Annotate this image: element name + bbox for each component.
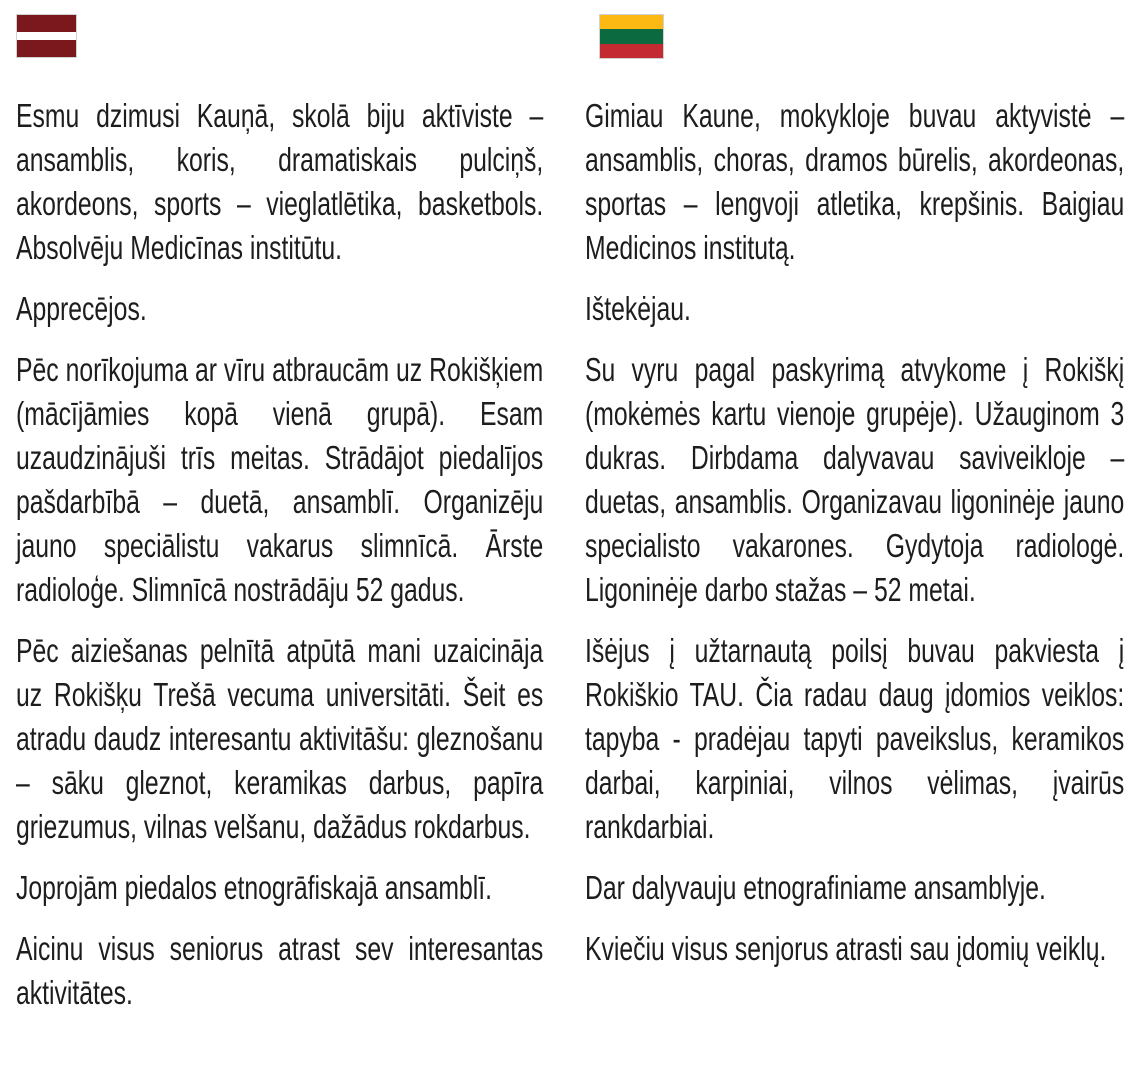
column-lithuanian: [585, 14, 1124, 988]
flag-stripe: [17, 32, 76, 40]
paragraph: Išėjus į užtarnautą poilsį buvau pakviesta į Rokiškio TAU. Čia radau daug įdomios veiklos: tapyba - pradėjau tapyti paveikslus, keramikos darbai, karpiniai, vilnos vėlimas, įvairūs rankdarbiai.: [585, 632, 1125, 845]
flag-stripe: [17, 15, 76, 32]
latvian-text: [16, 94, 543, 1015]
paragraph: Pēc aiziešanas pelnītā atpūtā mani uzaicināja uz Rokišķu Trešā vecuma universitāti. Šeit es atradu daudz interesantu aktivitāšu: gleznošanu – sāku gleznot, keramikas darbus, papīra griezumus, vilnas velšanu, dažādus rokdarbus.: [16, 632, 544, 845]
flag-stripe: [17, 40, 76, 57]
latvia-flag-icon: [16, 14, 77, 58]
paragraph: Esmu dzimusi Kauņā, skolā biju aktīviste – ansamblis, koris, dramatiskais pulciņš, akordeons, sports – vieglatlētika, basketbols. Absolvēju Medicīnas institūtu.: [16, 97, 544, 266]
paragraph: Joprojām piedalos etnogrāfiskajā ansamblī.: [16, 869, 493, 906]
flag-stripe: [600, 29, 663, 43]
paragraph: Ištekėjau.: [585, 290, 691, 327]
paragraph: Aicinu visus seniorus atrast sev interesantas aktivitātes.: [16, 930, 544, 1011]
lithuania-flag-icon: [599, 14, 664, 59]
flag-stripe: [600, 15, 663, 29]
paragraph: Kviečiu visus senjorus atrasti sau įdomių veiklų.: [585, 930, 1107, 967]
column-latvian: [16, 14, 543, 1032]
paragraph: Apprecējos.: [16, 290, 147, 327]
lithuanian-text: [585, 94, 1124, 971]
paragraph: Pēc norīkojuma ar vīru atbraucām uz Rokišķiem (mācījāmies kopā vienā grupā). Esam uzaudzinājuši trīs meitas. Strādājot piedalījos pašdarbībā – duetā, ansamblī. Organizēju jauno speciālistu vakarus slimnīcā. Ārste radioloģe. Slimnīcā nostrādāju 52 gadus.: [16, 351, 544, 608]
flag-stripe: [600, 44, 663, 58]
paragraph: Su vyru pagal paskyrimą atvykome į Rokiškį (mokėmės kartu vienoje grupėje). Užauginom 3 dukras. Dirbdama dalyvavau saviveikloje – duetas, ansamblis. Organizavau ligoninėje jauno specialisto vakarones. Gydytoja radiologė. Ligoninėje darbo stažas – 52 metai.: [585, 351, 1125, 608]
columns-row: [16, 14, 1124, 1032]
paragraph: Dar dalyvauju etnografiniame ansamblyje.: [585, 869, 1046, 906]
paragraph: Gimiau Kaune, mokykloje buvau aktyvistė – ansamblis, choras, dramos būrelis, akordeonas, sportas – lengvoji atletika, krepšinis. Baigiau Medicinos institutą.: [585, 97, 1125, 266]
